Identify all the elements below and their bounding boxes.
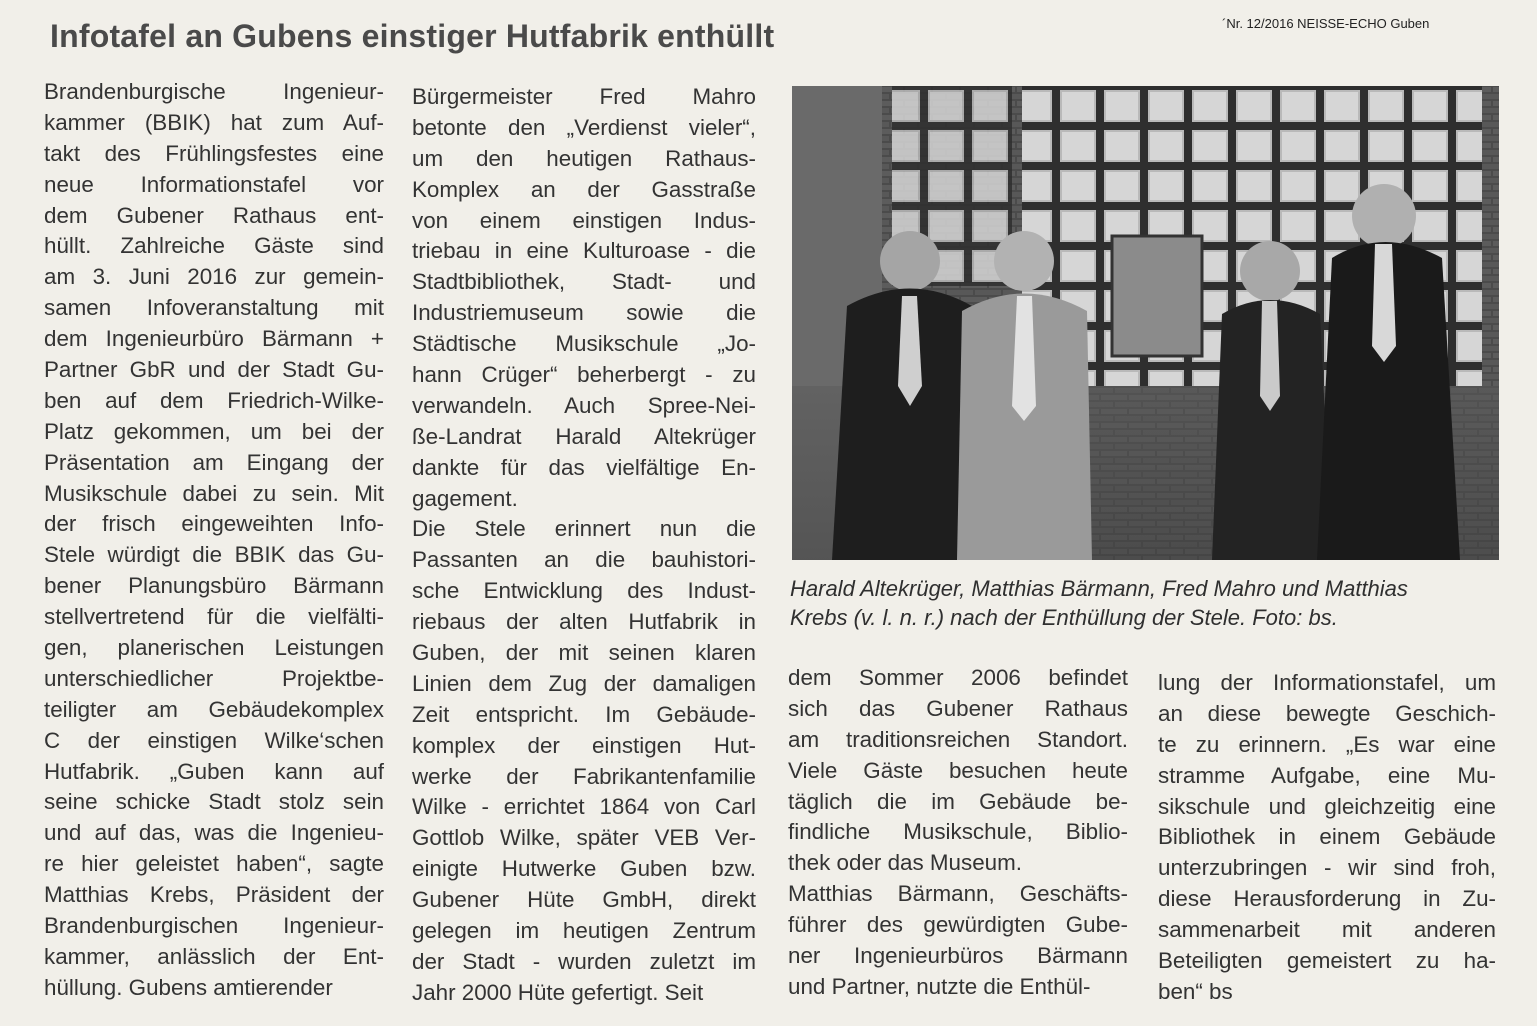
text-line: dem Sommer 2006 befindet — [788, 665, 1128, 690]
text-line: von einem einstigen Indus- — [412, 207, 756, 233]
text-line: unterzubringen - wir sind froh, — [1158, 855, 1496, 881]
text-line: triebau in eine Kulturoase - die — [412, 238, 756, 264]
text-line: der frisch eingeweihten Info- — [44, 511, 384, 537]
text-line: kammer, anlässlich der Ent- — [44, 943, 384, 969]
text-line: Industriemuseum sowie die — [412, 300, 756, 326]
photo-caption — [790, 574, 1502, 632]
text-line: re hier geleistet haben“, sagte — [44, 851, 384, 877]
text-line: neue Informationstafel vor — [44, 171, 384, 197]
text-line: werke der Fabrikantenfamilie — [412, 763, 756, 789]
text-line: gen, planerischen Leistungen — [44, 635, 384, 661]
text-line: hüllt. Zahlreiche Gäste sind — [44, 233, 384, 259]
text-line: samen Infoveranstaltung mit — [44, 295, 384, 321]
text-line: Matthias Krebs, Präsident der — [44, 882, 384, 908]
text-line: sammenarbeit mit anderen — [1158, 917, 1496, 943]
text-line: stellvertretend für die vielfälti- — [44, 604, 384, 630]
text-line: unterschiedlicher Projektbe- — [44, 665, 384, 691]
text-line: Beteiligten gemeistert zu ha- — [1158, 948, 1496, 974]
text-line: ner Ingenieurbüros Bärmann — [788, 943, 1128, 969]
text-line: sikschule und gleichzeitig eine — [1158, 793, 1496, 819]
text-line: verwandeln. Auch Spree-Nei- — [412, 392, 756, 418]
text-line: diese Herausforderung in Zu- — [1158, 886, 1496, 912]
text-line: takt des Frühlingsfestes eine — [44, 140, 384, 166]
text-line: Gottlob Wilke, später VEB Ver- — [412, 825, 756, 851]
text-line: am traditionsreichen Standort. — [788, 726, 1128, 752]
text-line: thek oder das Museum. — [788, 850, 1022, 876]
article-column-4 — [1158, 668, 1496, 1008]
text-line: Komplex an der Gasstraße — [412, 176, 756, 202]
text-line: kammer (BBIK) hat zum Auf- — [44, 109, 384, 135]
text-line: Die Stele erinnert nun die — [412, 516, 756, 542]
text-line: riebaus der alten Hutfabrik in — [412, 609, 756, 635]
text-line: ße-Landrat Harald Altekrüger — [412, 423, 756, 449]
text-line: Guben, der mit seinen klaren — [412, 640, 756, 666]
text-line: Passanten an die bauhistori- — [412, 547, 756, 573]
text-line: betonte den „Verdienst vieler“, — [412, 114, 756, 140]
text-line: Viele Gäste besuchen heute — [788, 757, 1128, 783]
article-photo — [792, 86, 1499, 560]
text-line: komplex der einstigen Hut- — [412, 732, 756, 758]
text-line: dem Gubener Rathaus ent- — [44, 202, 384, 228]
text-line: gelegen im heutigen Zentrum — [412, 918, 756, 944]
text-line: Linien dem Zug der damaligen — [412, 670, 756, 696]
text-line: täglich die im Gebäude be- — [788, 788, 1128, 814]
article-column-2 — [412, 82, 756, 1009]
text-line: bener Planungsbüro Bärmann — [44, 573, 384, 599]
article-headline: Infotafel an Gubens einstiger Hutfabrik enthüllt — [50, 18, 775, 54]
text-line: Bürgermeister Fred Mahro — [412, 84, 756, 109]
text-line: und Partner, nutzte die Enthül- — [788, 973, 1091, 999]
text-line: Zeit entspricht. Im Gebäude- — [412, 701, 756, 727]
text-line: Städtische Musikschule „Jo- — [412, 331, 756, 357]
text-line: sich das Gubener Rathaus — [788, 695, 1128, 721]
publication-source: ´Nr. 12/2016 NEISSE-ECHO Guben — [1222, 16, 1430, 31]
text-line: führer des gewürdigten Gube- — [788, 912, 1128, 938]
text-line: Gubener Hüte GmbH, direkt — [412, 887, 756, 913]
text-line: Brandenburgischen Ingenieur- — [44, 913, 384, 939]
text-line: ben“ bs — [1158, 978, 1233, 1004]
photo-illustration — [792, 86, 1499, 560]
text-line: einigte Hutwerke Guben bzw. — [412, 856, 756, 882]
text-line: der Stadt - wurden zuletzt im — [412, 948, 756, 974]
text-line: findliche Musikschule, Biblio- — [788, 819, 1128, 845]
text-line: Stadtbibliothek, Stadt- und — [412, 269, 756, 295]
text-line: Harald Altekrüger, Matthias Bärmann, Fred Mahro und Matthias — [790, 576, 1408, 601]
text-line: an diese bewegte Geschich- — [1158, 700, 1496, 726]
text-line: Bibliothek in einem Gebäude — [1158, 824, 1496, 850]
text-line: sche Entwicklung des Indust- — [412, 578, 756, 604]
text-line: ben auf dem Friedrich-Wilke- — [44, 387, 384, 413]
article-column-1 — [44, 77, 384, 1004]
text-line: seine schicke Stadt stolz sein — [44, 789, 384, 815]
text-line: stramme Aufgabe, eine Mu- — [1158, 762, 1496, 788]
text-line: am 3. Juni 2016 zur gemein- — [44, 264, 384, 290]
text-line: gagement. — [412, 485, 518, 511]
text-line: teiligter am Gebäudekomplex — [44, 696, 384, 722]
text-line: Brandenburgische Ingenieur- — [44, 79, 384, 104]
text-line: C der einstigen Wilke‘schen — [44, 727, 384, 753]
text-line: Jahr 2000 Hüte gefertigt. Seit — [412, 979, 704, 1005]
text-line: dem Ingenieurbüro Bärmann + — [44, 326, 384, 352]
text-line: Musikschule dabei zu sein. Mit — [44, 480, 384, 506]
article-column-3 — [788, 663, 1128, 1003]
text-line: Matthias Bärmann, Geschäfts- — [788, 881, 1128, 907]
text-line: Wilke - errichtet 1864 von Carl — [412, 794, 756, 820]
text-line: lung der Informationstafel, um — [1158, 670, 1496, 695]
text-line: Platz gekommen, um bei der — [44, 418, 384, 444]
text-line: Krebs (v. l. n. r.) nach der Enthüllung der Stele. Foto: bs. — [790, 605, 1338, 630]
text-line: dankte für das vielfältige En- — [412, 454, 756, 480]
text-line: Partner GbR und der Stadt Gu- — [44, 357, 384, 383]
text-line: Stele würdigt die BBIK das Gu- — [44, 542, 384, 568]
text-line: und auf das, was die Ingenieu- — [44, 820, 384, 846]
text-line: Präsentation am Eingang der — [44, 449, 384, 475]
text-line: hüllung. Gubens amtierender — [44, 974, 333, 1000]
text-line: um den heutigen Rathaus- — [412, 145, 756, 171]
text-line: hann Crüger“ beherbergt - zu — [412, 362, 756, 388]
text-line: Hutfabrik. „Guben kann auf — [44, 758, 384, 784]
text-line: te zu erinnern. „Es war eine — [1158, 731, 1496, 757]
